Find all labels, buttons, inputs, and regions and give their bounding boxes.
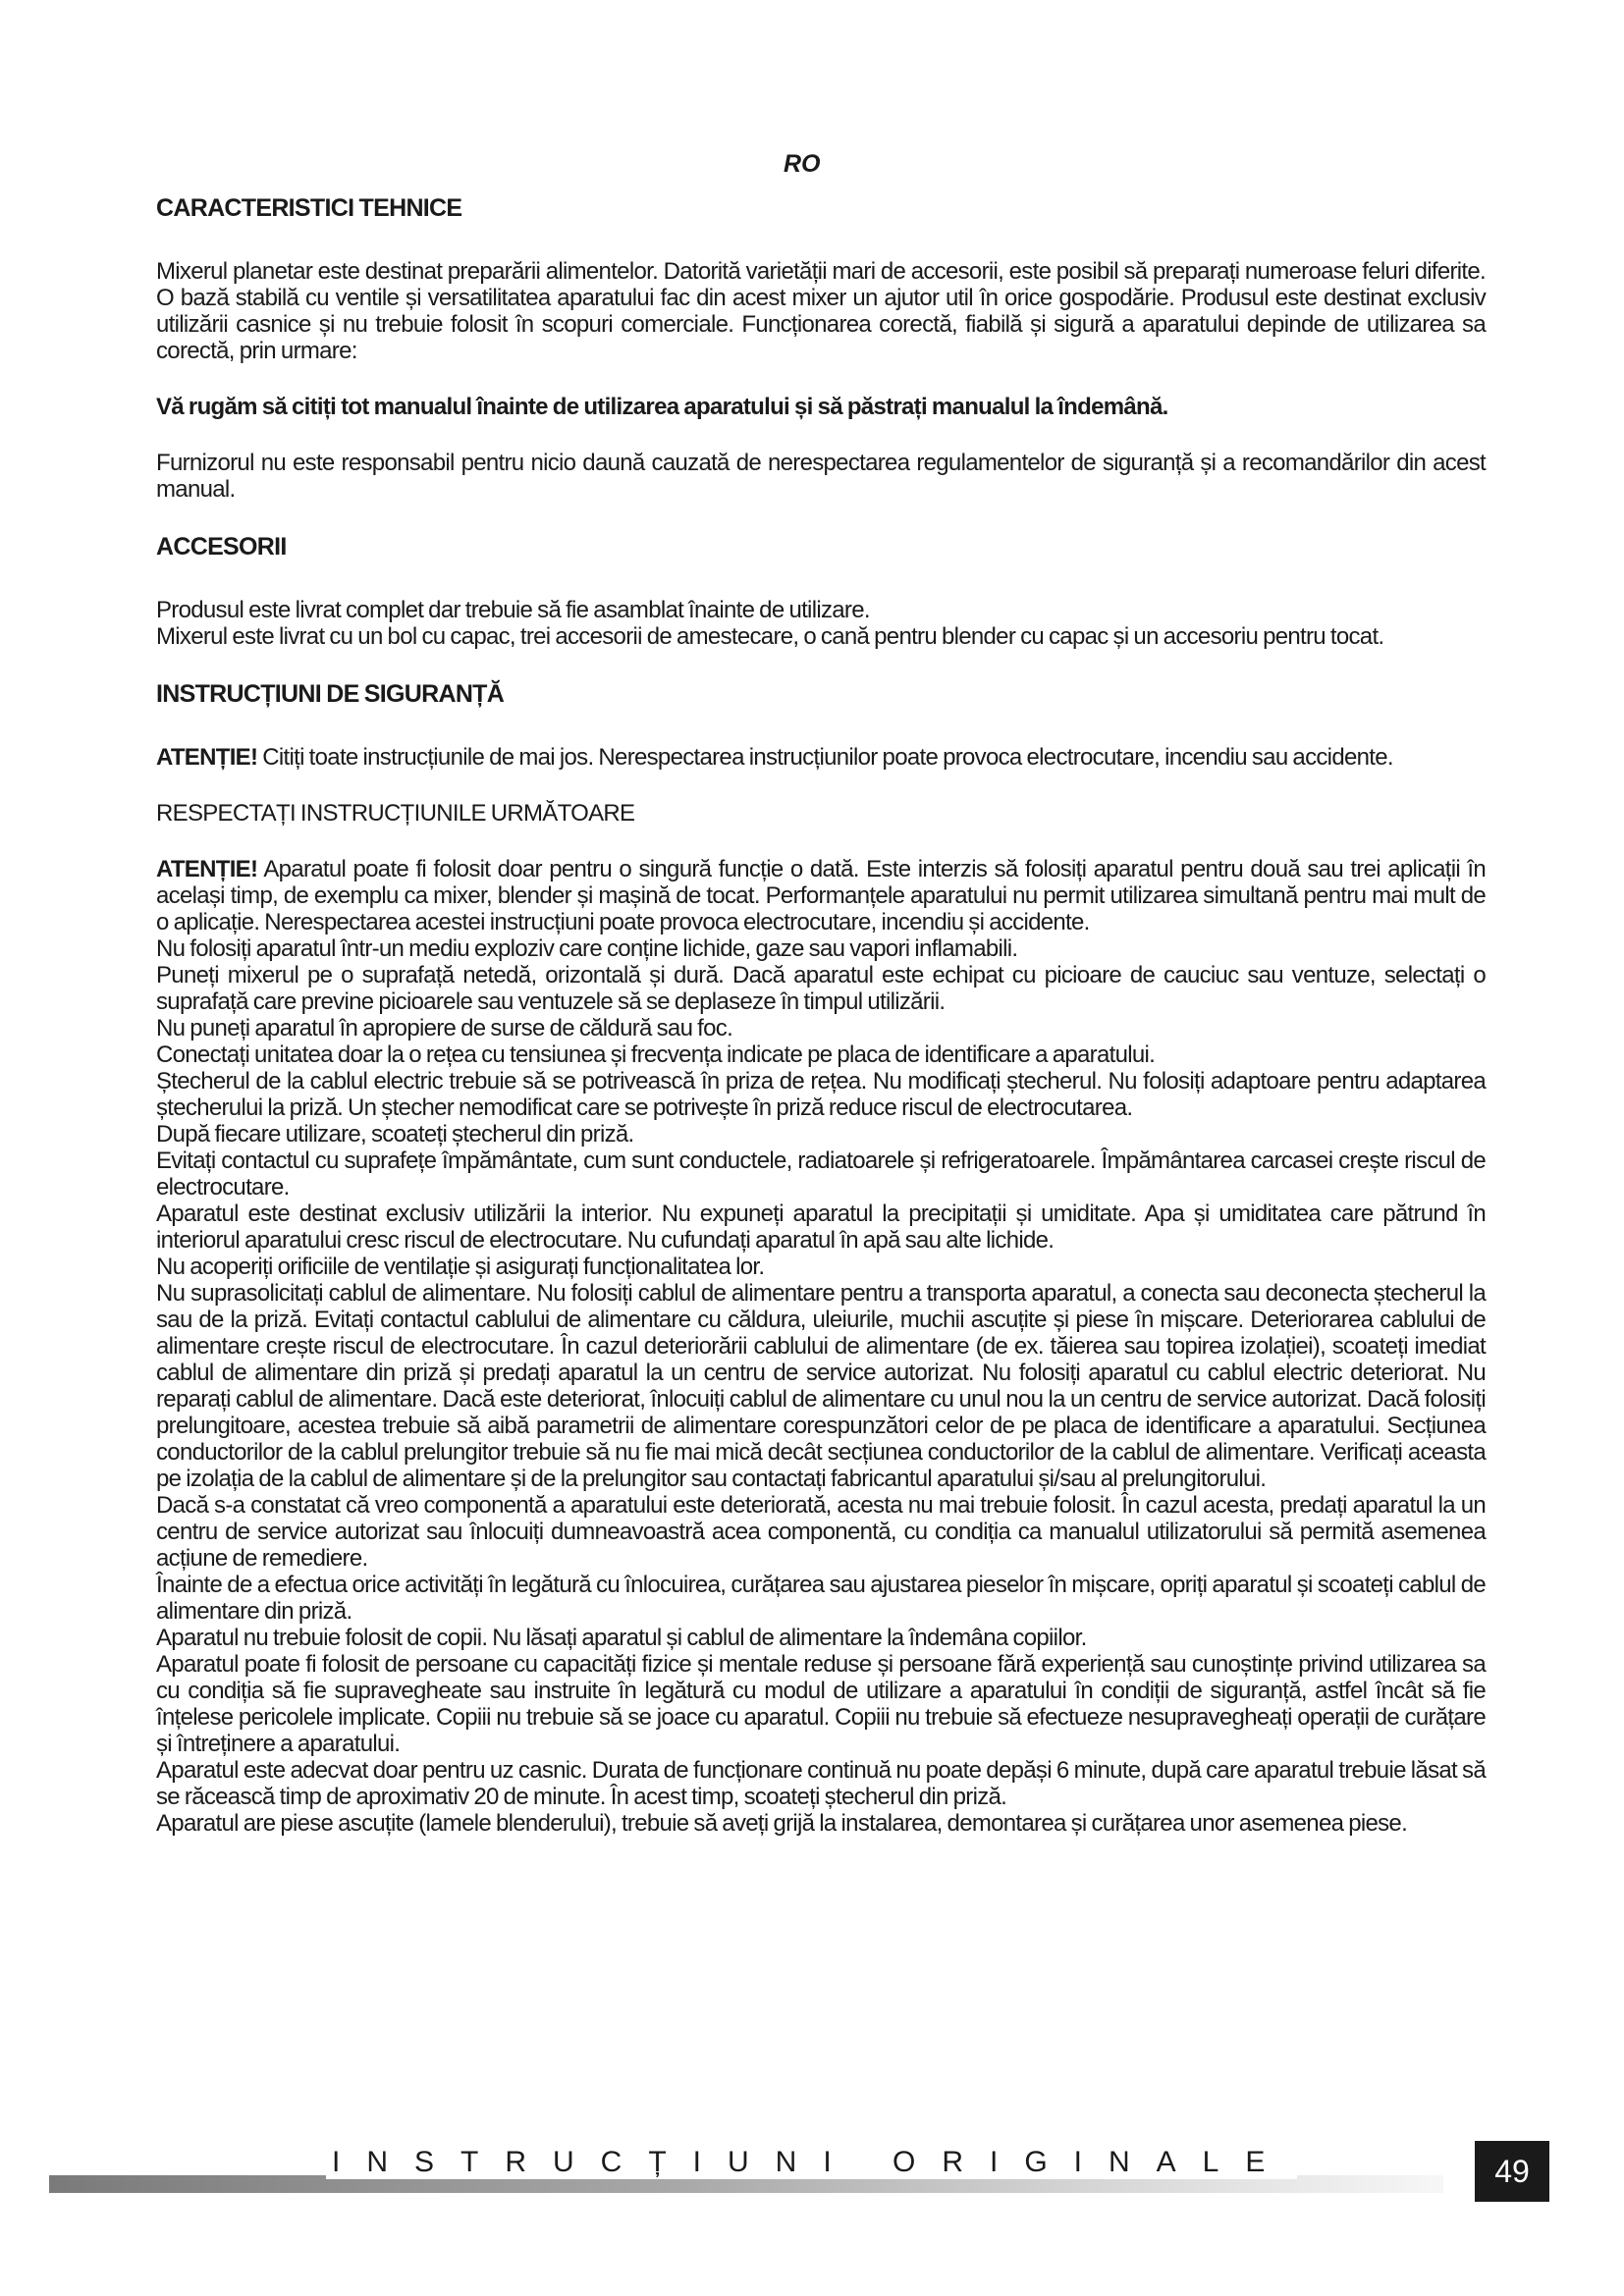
safety-instruction: Conectați unitatea doar la o rețea cu tensiunea și frecvența indicate pe placa de identificare a aparatului. xyxy=(156,1041,1156,1068)
page-number: 49 xyxy=(1475,2141,1549,2202)
safety-instruction: Nu folosiți aparatul într-un mediu exploziv care conține lichide, gaze sau vapori inflamabili. xyxy=(156,935,1018,962)
safety-instruction: După fiecare utilizare, scoateți ștecherul din priză. xyxy=(156,1121,634,1148)
accessories-line: Mixerul este livrat cu un bol cu capac, trei accesorii de amestecare, o cană pentru blender cu capac și un accesoriu pentru tocat. xyxy=(156,623,1384,650)
safety-instruction: Nu acoperiți orificiile de ventilație și asigurați funcționalitatea lor. xyxy=(156,1254,765,1280)
safety-instruction: Nu suprasolicitați cablul de alimentare. Nu folosiți cablul de alimentare pentru a transporta aparatul, a conecta sau deconecta ștecherul la sau de la priză. Evitați contactul cablului de alimentare cu căldura, uleiurile, muchii ascuțite și piese în mișcare. Deteriorarea cablului de alimentare crește riscul de electrocutare. În cazul deteriorării cablului de alimentare (de ex. tăierea sau topirea izolației), scoateți imediat cablul de alimentare din priză și predați aparatul la un centru de service autorizat. Nu folosiți aparatul cu cablul electric deteriorat. Nu reparați cablul de alimentare. Dacă este deteriorat, înlocuiți cablul de alimentare cu unul nou la un centru de service autorizat. Dacă folosiți prelungitoare, acestea trebuie să aibă parametrii de alimentare corespunzători celor de pe placa de identificare a aparatului. Secțiunea conductorilor de la cablul prelungitor trebuie să nu fie mai mică decât secțiunea conductorilor de la cablul de alimentare. Verificați aceasta pe izolația de la cablul de alimentare și de la prelungitor sau contactați fabricantul aparatului și/sau al prelungitorului. xyxy=(156,1280,1486,1492)
page-content xyxy=(156,193,1486,1837)
safety-instruction: Înainte de a efectua orice activități în legătură cu înlocuirea, curățarea sau ajustarea pieselor în mișcare, opriți aparatul și scoateți cablul de alimentare din priză. xyxy=(156,1572,1486,1625)
safety-instruction: Nu puneți aparatul în apropiere de surse de căldură sau foc. xyxy=(156,1015,733,1041)
warning-text: Citiți toate instrucțiunile de mai jos. Nerespectarea instrucțiunilor poate provoca electrocutare, incendiu sau accidente. xyxy=(257,744,1393,771)
safety-instruction: Ștecherul de la cablul electric trebuie să se potrivească în priza de rețea. Nu modificați ștecherul. Nu folosiți adaptoare pentru adaptarea ștecherului la priză. Un ștecher nemodificat care se potrivește în priză reduce riscul de electrocutarea. xyxy=(156,1068,1486,1121)
warning-text: Aparatul poate fi folosit doar pentru o singură funcție o dată. Este interzis să folosiți aparatul pentru două sau trei aplicații în același timp, de exemplu ca mixer, blender și mașină de tocat. Performanțele aparatului nu permit utilizarea simultană pentru mai mult de o aplicație. Nerespectarea acestei instrucțiuni poate provoca electrocutare, incendiu și accidente. xyxy=(156,856,1486,935)
safety-instruction: Puneți mixerul pe o suprafață netedă, orizontală și dură. Dacă aparatul este echipat cu picioare de cauciuc sau ventuze, selectați o suprafață care previne picioarele sau ventuzele să se deplaseze în timpul utilizării. xyxy=(156,962,1486,1015)
liability-paragraph: Furnizorul nu este responsabil pentru nicio daună cauzată de nerespectarea regulamentelor de siguranță și a recomandărilor din acest manual. xyxy=(156,450,1486,503)
warning-paragraph xyxy=(156,744,1486,771)
language-code: RO xyxy=(784,150,821,178)
section-title-accessories: ACCESORII xyxy=(156,533,287,561)
tech-paragraph: Mixerul planetar este destinat preparării alimentelor. Datorită varietății mari de accesorii, este posibil să preparați numeroase feluri diferite. O bază stabilă cu ventile și versatilitatea aparatului fac din acest mixer un ajutor util în orice gospodărie. Produsul este destinat exclusiv utilizării casnice și nu trebuie folosit în scopuri comerciale. Funcționarea corectă, fiabilă și sigură a aparatului depinde de utilizarea sa corectă, prin urmare: xyxy=(156,258,1486,364)
read-manual-notice: Vă rugăm să citiți tot manualul înainte de utilizarea aparatului și să păstrați manualul la îndemână. xyxy=(156,394,1168,420)
safety-instruction: Dacă s-a constatat că vreo componentă a aparatului este deteriorată, acesta nu mai trebuie folosit. În cazul acesta, predați aparatul la un centru de service autorizat sau înlocuiți dumneavoastră acea componentă, cu condiția ca manualul utilizatorului să permită asemenea acțiune de remediere. xyxy=(156,1492,1486,1572)
section-title-safety: INSTRUCȚIUNI DE SIGURANȚĂ xyxy=(156,680,505,708)
accessories-line: Produsul este livrat complet dar trebuie să fie asamblat înainte de utilizare. xyxy=(156,597,870,623)
warning-paragraph xyxy=(156,856,1486,935)
safety-instruction: Aparatul are piese ascuțite (lamele blenderului), trebuie să aveți grijă la instalarea, demontarea și curățarea unor asemenea piese. xyxy=(156,1810,1408,1837)
safety-instruction: Aparatul este destinat exclusiv utilizării la interior. Nu expuneți aparatul la precipitații și umiditate. Apa și umiditatea care pătrund în interiorul aparatului cresc riscul de electrocutare. Nu cufundați aparatul în apă sau alte lichide. xyxy=(156,1201,1486,1254)
safety-subtitle: RESPECTAȚI INSTRUCȚIUNILE URMĂTOARE xyxy=(156,800,635,827)
warning-label: ATENȚIE! xyxy=(156,856,258,882)
warning-label: ATENȚIE! xyxy=(156,744,258,771)
safety-instruction: Aparatul nu trebuie folosit de copii. Nu lăsați aparatul și cablul de alimentare la îndemâna copiilor. xyxy=(156,1625,1087,1651)
section-title-tech: CARACTERISTICI TEHNICE xyxy=(156,194,462,222)
safety-instruction: Aparatul este adecvat doar pentru uz casnic. Durata de funcționare continuă nu poate depăși 6 minute, după care aparatul trebuie lăsat să se răcească timp de aproximativ 20 de minute. În acest timp, scoateți ștecherul din priză. xyxy=(156,1757,1486,1810)
safety-instruction: Aparatul poate fi folosit de persoane cu capacități fizice și mentale reduse și persoane fără experiență sau cunoștințe privind utilizarea sa cu condiția să fie supravegheate sau instruite în legătură cu modul de utilizare a aparatului în condiții de siguranță, astfel încât să fie înțelese pericolele implicate. Copiii nu trebuie să se joace cu aparatul. Copiii nu trebuie să efectueze nesupravegheați operații de curățare și întreținere a aparatului. xyxy=(156,1651,1486,1757)
safety-instruction: Evitați contactul cu suprafețe împământate, cum sunt conductele, radiatoarele și refrigeratoarele. Împământarea carcasei crește riscul de electrocutare. xyxy=(156,1148,1486,1201)
footer-title: INSTRUCȚIUNI ORIGINALE xyxy=(326,2146,1297,2179)
